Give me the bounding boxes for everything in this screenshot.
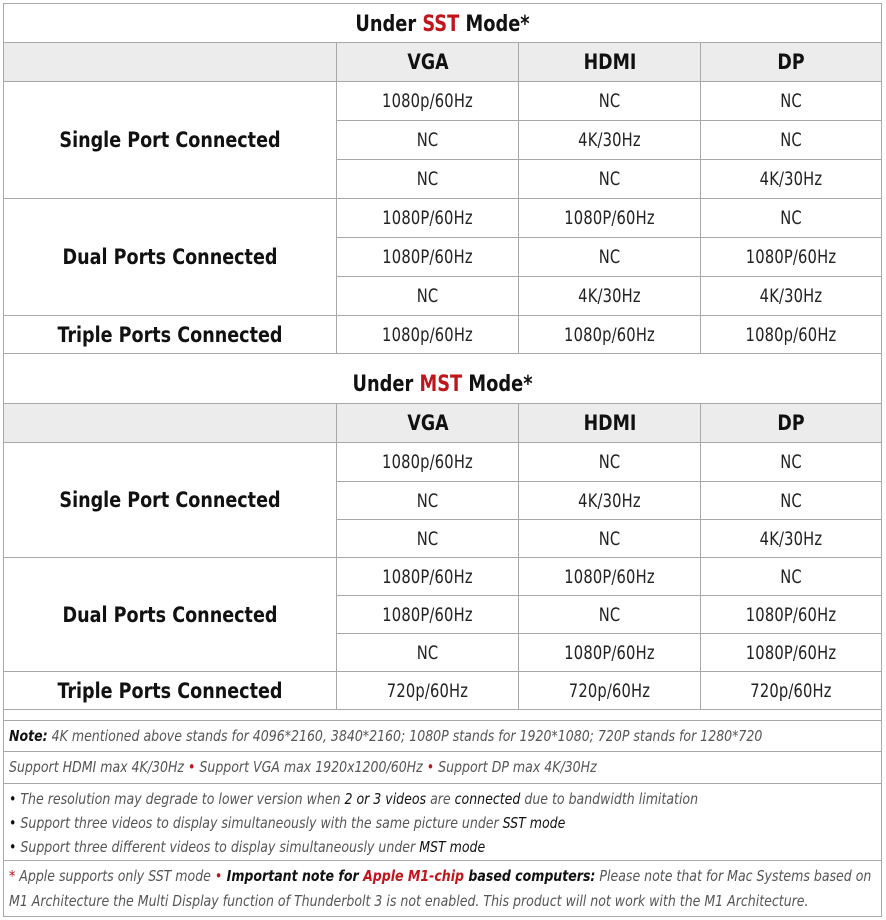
sst-col-hdmi: HDMI bbox=[583, 50, 637, 74]
sst-accent: SST bbox=[422, 12, 460, 37]
compatibility-sheet bbox=[3, 3, 882, 917]
mst-label-single: Single Port Connected bbox=[59, 488, 281, 512]
note-label: Note: bbox=[9, 727, 48, 745]
sst-col-dp: DP bbox=[777, 50, 805, 74]
bullet-icon: • bbox=[9, 790, 17, 808]
bullet-resolution-degrade: • The resolution may degrade to lower version when 2 or 3 videos are connected due to bandwidth limitation bbox=[9, 790, 699, 808]
mst-cell: NC bbox=[598, 527, 621, 550]
mst-cell: NC bbox=[780, 489, 802, 512]
sst-cell: 4K/30Hz bbox=[578, 285, 641, 307]
note-port-max-support bbox=[9, 753, 815, 782]
asterisk-mark: * bbox=[9, 867, 16, 885]
sst-cell: 1080P/60Hz bbox=[382, 246, 473, 268]
sst-cell: NC bbox=[780, 90, 802, 112]
sst-section-title: Under SST Mode* bbox=[355, 12, 530, 37]
sst-cell: 1080p/60Hz bbox=[564, 323, 655, 346]
mst-cell: NC bbox=[598, 603, 621, 626]
mst-cell: 4K/30Hz bbox=[759, 527, 823, 550]
sst-cell: 4K/30Hz bbox=[759, 168, 823, 190]
sst-cell: NC bbox=[416, 168, 439, 190]
mst-cell: 720p/60Hz bbox=[386, 679, 469, 702]
mst-cell: NC bbox=[416, 527, 439, 550]
sst-cell: 4K/30Hz bbox=[759, 285, 823, 307]
mst-cell: NC bbox=[598, 451, 621, 473]
sst-cell: NC bbox=[598, 246, 621, 268]
sst-cell: NC bbox=[780, 207, 802, 229]
mst-cell: NC bbox=[416, 489, 439, 512]
apple-m1-chip-highlight: Apple M1-chip bbox=[363, 867, 465, 885]
mst-accent: MST bbox=[419, 372, 463, 397]
sst-label-triple: Triple Ports Connected bbox=[57, 322, 283, 347]
separator-dot: • bbox=[187, 758, 196, 776]
mst-cell: 4K/30Hz bbox=[578, 489, 641, 512]
mst-col-vga: VGA bbox=[407, 411, 449, 435]
sst-cell: 1080P/60Hz bbox=[382, 207, 473, 229]
mst-cell: 1080P/60Hz bbox=[745, 641, 837, 664]
sst-col-vga: VGA bbox=[407, 50, 449, 74]
sst-cell: 1080P/60Hz bbox=[564, 207, 655, 229]
mst-cell: 1080P/60Hz bbox=[382, 603, 473, 626]
sst-cell: NC bbox=[416, 285, 439, 307]
support-hdmi: Support HDMI max 4K/30Hz bbox=[9, 758, 184, 776]
sst-cell: 1080P/60Hz bbox=[745, 246, 837, 268]
mst-cell: NC bbox=[780, 565, 802, 588]
bullet-sst-same-picture: • Support three videos to display simultaneously with the same picture under SST mode bbox=[9, 814, 566, 832]
note-resolution-definitions: Note: 4K mentioned above stands for 4096*2160, 3840*2160; 1080P stands for 1920*1080; 720P stands for 1280*720 bbox=[9, 727, 763, 745]
mst-section-title: Under MST Mode* bbox=[352, 372, 533, 397]
support-vga: Support VGA max 1920x1200/60Hz bbox=[199, 758, 423, 776]
mst-cell: 720p/60Hz bbox=[750, 679, 832, 702]
mst-cell: NC bbox=[416, 641, 439, 664]
mst-col-dp: DP bbox=[777, 411, 805, 435]
bullet-icon: • bbox=[9, 838, 17, 856]
sst-cell: NC bbox=[780, 129, 802, 151]
sst-cell: NC bbox=[416, 129, 439, 151]
mst-label-triple: Triple Ports Connected bbox=[57, 678, 283, 703]
mst-cell: 1080P/60Hz bbox=[564, 641, 655, 664]
bullet-mst-different-videos: • Support three different videos to display simultaneously under MST mode bbox=[9, 838, 486, 856]
sst-label-dual: Dual Ports Connected bbox=[62, 245, 278, 269]
separator-dot: • bbox=[426, 758, 435, 776]
mst-cell: 720p/60Hz bbox=[568, 679, 651, 702]
apple-m1-note-line2: M1 Architecture the Multi Display function of Thunderbolt 3 is not enabled. This product will not work with the M1 Architecture. bbox=[9, 892, 809, 910]
mst-cell: 1080p/60Hz bbox=[382, 451, 473, 473]
mst-cell: NC bbox=[780, 451, 802, 473]
mst-cell: 1080P/60Hz bbox=[382, 565, 473, 588]
support-dp: Support DP max 4K/30Hz bbox=[438, 758, 597, 776]
mst-cell: 1080P/60Hz bbox=[745, 603, 837, 626]
sst-cell: NC bbox=[598, 168, 621, 190]
apple-m1-note-line1: * Apple supports only SST mode • Important note for Apple M1-chip based computers: Please note that for Mac Systems based on bbox=[9, 867, 872, 885]
mst-label-dual: Dual Ports Connected bbox=[62, 602, 278, 627]
bullet-icon: • bbox=[9, 814, 17, 832]
sst-cell: NC bbox=[598, 90, 621, 112]
sst-cell: 1080p/60Hz bbox=[745, 323, 837, 346]
sst-cell: 1080p/60Hz bbox=[382, 323, 473, 346]
mst-cell: 1080P/60Hz bbox=[564, 565, 655, 588]
sst-label-single: Single Port Connected bbox=[59, 128, 281, 152]
mst-col-hdmi: HDMI bbox=[583, 411, 637, 435]
sst-cell: 4K/30Hz bbox=[578, 129, 641, 151]
sst-cell: 1080p/60Hz bbox=[382, 90, 473, 112]
separator-dot: • bbox=[214, 867, 223, 885]
